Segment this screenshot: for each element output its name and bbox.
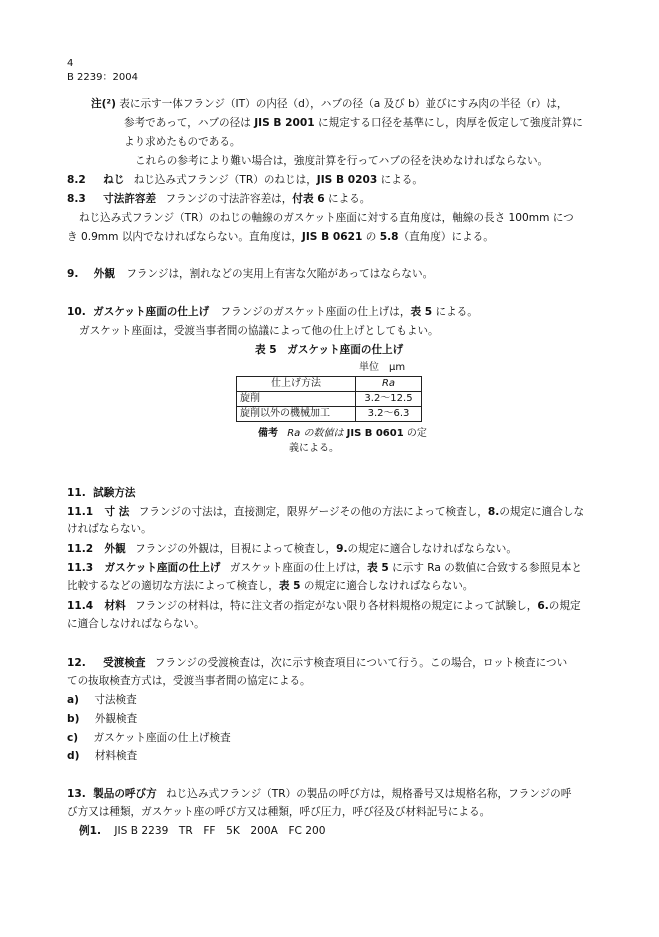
- list-item-label: b): [67, 713, 80, 725]
- section-12-number: 12.: [67, 657, 86, 669]
- section-10: [67, 306, 478, 319]
- section-11-number: 11.: [67, 487, 86, 499]
- table5-remark-ref: JIS B 0601: [346, 428, 404, 439]
- section-11-4-number: 11.4: [67, 600, 94, 612]
- list-item-text: 外観検査: [94, 713, 138, 725]
- section-11-4-text: フランジの材料は，特に注文者の指定がない限り各材料規格の規定によって試験し，: [135, 600, 538, 612]
- section-11-1-text: フランジの寸法は，直接測定，限界ゲージその他の方法によって検査し，: [138, 506, 488, 518]
- section-11-3-line2-post: の規定に適合しなければならない。: [300, 580, 474, 592]
- section-10-title: ガスケット座面の仕上げ: [93, 306, 210, 318]
- table5-cell-method: 旋削: [237, 392, 356, 407]
- note2-line2-post: に規定する口径を基準にし，肉厚を仮定して強度計算に: [314, 117, 583, 129]
- list-item-label: c): [67, 732, 79, 744]
- note2-line3: より求めたものである。: [124, 136, 241, 148]
- section-8-3-para-line2-post: （直角度）による。: [398, 231, 494, 243]
- section-9-text: フランジは，割れなどの実用上有害な欠陥があってはならない。: [126, 268, 434, 280]
- section-8-2-text: ねじ込み式フランジ（TR）のねじは，: [133, 174, 317, 186]
- table5-header-method: 仕上げ方法: [237, 377, 356, 392]
- section-8-3-number: 8.3: [67, 193, 86, 205]
- example-text: JIS B 2239 TR FF 5K 200A FC 200: [114, 825, 326, 837]
- note2-line1: [91, 98, 568, 111]
- section-11-title: 試験方法: [93, 487, 136, 499]
- section-10-para2: ガスケット座面は，受渡当事者間の協議によって他の仕上げとしてもよい。: [79, 325, 439, 337]
- section-11-2-title: 外観: [104, 543, 126, 555]
- section-11-2-number: 11.2: [67, 543, 94, 555]
- table5-unit: 単位 μm: [359, 362, 406, 373]
- section-11-3-text-mid: に示す Ra の数値に合致する参照見本と: [388, 562, 582, 574]
- section-11-1: [67, 506, 584, 519]
- section-11-4-line2: に適合しなければならない。: [67, 618, 205, 630]
- note2-line2: [124, 117, 583, 130]
- table5-cell-ra: 3.2～12.5: [356, 392, 422, 407]
- section-8-3-text-post: による。: [324, 193, 371, 205]
- section-11-3-title: ガスケット座面の仕上げ: [104, 562, 221, 574]
- section-9-number: 9.: [67, 268, 79, 280]
- ref-5-8: 5.8: [379, 231, 399, 243]
- section-13-text: ねじ込み式フランジ（TR）の製品の呼び方は，規格番号又は規格名称，フランジの呼: [166, 788, 572, 800]
- list-item-label: d): [67, 750, 80, 762]
- section-11-2: [67, 543, 517, 556]
- section-10-number: 10.: [67, 306, 86, 318]
- section-11-2-ref: 9.: [336, 543, 348, 555]
- section-12-text: フランジの受渡検査は，次に示す検査項目について行う。この場合，ロット検査につい: [154, 657, 568, 669]
- table5-remark-label: 備考: [258, 428, 278, 439]
- list-item-text: 寸法検査: [94, 694, 137, 706]
- section-11-4-title: 材料: [104, 600, 126, 612]
- list-item-label: a): [67, 694, 79, 706]
- standard-id: B 2239：2004: [67, 72, 138, 83]
- section-11-3-line2-ref: 表 5: [278, 580, 301, 592]
- section-8-3-para-line2-mid: の: [362, 231, 380, 243]
- section-8-3-text: フランジの寸法許容差は，: [165, 193, 293, 205]
- section-11-4-ref: 6.: [537, 600, 549, 612]
- section-11-2-text: フランジの外観は，目視によって検査し，: [135, 543, 337, 555]
- note2-marker: 注(²): [91, 98, 116, 110]
- section-11-3-line2-pre: 比較するなどの適切な方法によって検査し，: [67, 580, 279, 592]
- section-8-3: [67, 193, 370, 206]
- section-8-2-title: ねじ: [103, 174, 125, 186]
- section-10-text: フランジのガスケット座面の仕上げは，: [220, 306, 411, 318]
- list-item: [67, 750, 137, 763]
- section-13-number: 13.: [67, 788, 86, 800]
- section-11-3: [67, 562, 582, 575]
- section-12-line2: ての抜取検査方式は，受渡当事者間の協定による。: [67, 675, 311, 687]
- table-row: [237, 407, 422, 422]
- section-8-3-para-line2-pre: き 0.9mm 以内でなければならない。直角度は，: [67, 231, 302, 243]
- table-row: [237, 392, 422, 407]
- table5-caption: 表 5 ガスケット座面の仕上げ: [255, 344, 404, 356]
- note2-line2-pre: 参考であって，ハブの径は: [124, 117, 255, 129]
- page-number: 4: [67, 58, 74, 69]
- note2-line4: これらの参考により難い場合は，強度計算を行ってハブの径を決めなければならない。: [135, 155, 549, 167]
- section-11-2-text-post: の規定に適合しなければならない。: [347, 543, 517, 555]
- table5-cell-ra: 3.2～6.3: [356, 407, 422, 422]
- section-13-title: 製品の呼び方: [93, 788, 157, 800]
- section-9-title: 外観: [93, 268, 115, 280]
- table5: [236, 376, 422, 422]
- section-11-4-text-post: の規定: [548, 600, 581, 612]
- table5-remark-post: の定: [403, 428, 427, 439]
- list-item: [67, 713, 137, 726]
- section-11-3-ref: 表 5: [367, 562, 389, 574]
- section-8-2-text-post: による。: [377, 174, 423, 186]
- section-10-ref: 表 5: [410, 306, 433, 318]
- section-11-1-title: 寸 法: [104, 506, 130, 518]
- section-11-3-text: ガスケット座面の仕上げは，: [229, 562, 368, 574]
- list-item: [67, 694, 137, 707]
- section-11-1-line2: ければならない。: [67, 523, 152, 535]
- section-11-1-text-post: の規定に適合しな: [499, 506, 585, 518]
- section-13-example: [79, 825, 326, 838]
- section-12-title: 受渡検査: [103, 657, 146, 669]
- section-8-3-para-line2: [67, 231, 494, 244]
- table5-header-row: [237, 377, 422, 392]
- table5-remark-line2: 義による。: [289, 443, 339, 454]
- section-8-2-number: 8.2: [67, 174, 86, 186]
- section-8-3-title: 寸法許容差: [103, 193, 157, 205]
- section-13-line2: び方又は種類，ガスケット座の呼び方又は種類，呼び圧力，呼び径及び材料記号による。: [67, 806, 491, 818]
- section-10-text-post: による。: [432, 306, 478, 318]
- table5-remark: [258, 428, 427, 440]
- note2-text1: 表に示す一体フランジ（IT）の内径（d），ハブの径（a 及び b）並びにすみ肉の半径（r）は，: [119, 98, 568, 110]
- section-8-3-para-line1: ねじ込み式フランジ（TR）のねじの軸線のガスケット座面に対する直角度は，軸線の長さ 100mm につ: [79, 212, 574, 224]
- section-8-2-ref: JIS B 0203: [316, 174, 378, 186]
- table5-cell-method: 旋削以外の機械加工: [237, 407, 356, 422]
- section-11-1-number: 11.1: [67, 506, 94, 518]
- section-11-3-number: 11.3: [67, 562, 94, 574]
- list-item-text: 材料検査: [94, 750, 138, 762]
- example-label: 例1.: [79, 825, 101, 837]
- table5-remark-pre: Ra の数値は: [287, 428, 347, 439]
- list-item-text: ガスケット座面の仕上げ検査: [93, 732, 231, 744]
- section-8-2: [67, 174, 423, 187]
- section-13: [67, 788, 571, 801]
- table5-header-ra: Ra: [356, 377, 422, 392]
- note2-ref-jisb2001: JIS B 2001: [254, 117, 315, 129]
- section-11-4: [67, 600, 581, 613]
- list-item: [67, 732, 231, 745]
- section-11-3-line2: [67, 580, 473, 593]
- section-11: [67, 487, 136, 500]
- ref-jisb0621: JIS B 0621: [301, 231, 363, 243]
- section-9: [67, 268, 433, 281]
- section-12: [67, 657, 567, 670]
- section-11-1-ref: 8.: [487, 506, 500, 518]
- section-8-3-ref: 付表 6: [292, 193, 325, 205]
